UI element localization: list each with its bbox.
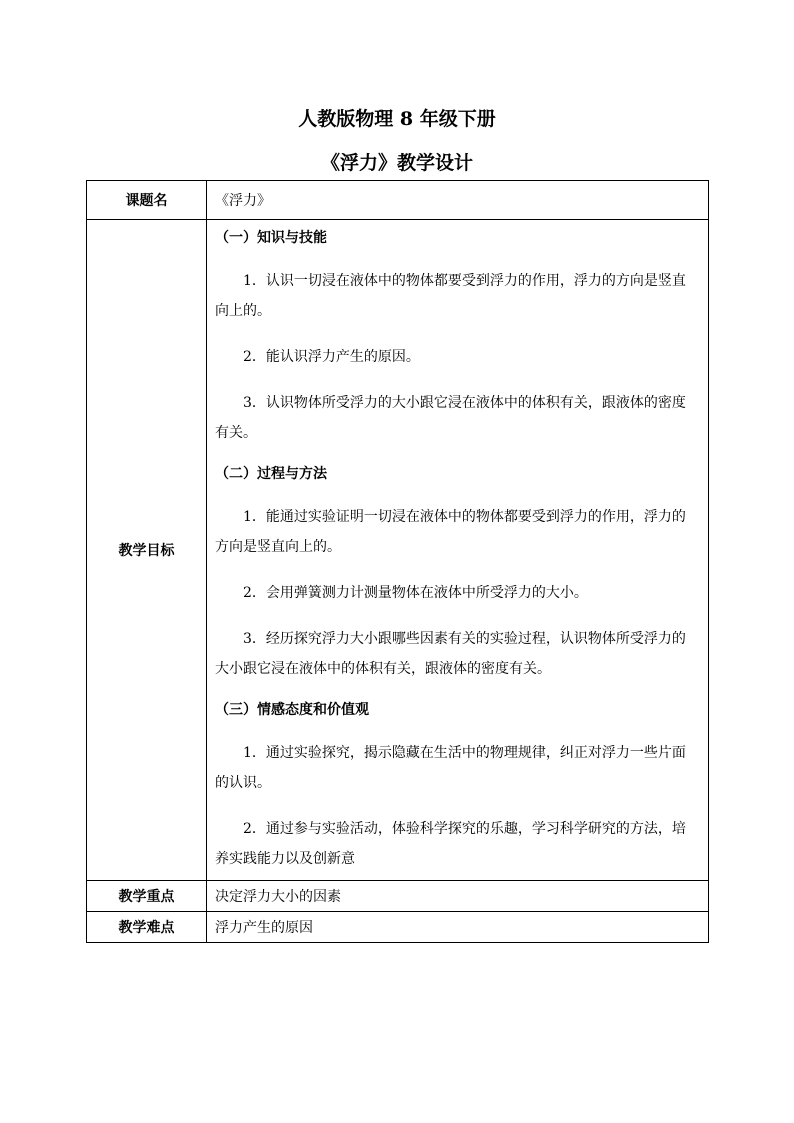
document-subtitle: 《浮力》教学设计 [320, 152, 473, 174]
objective-item: 1．能通过实验证明一切浸在液体中的物体都要受到浮力的作用，浮力的方向是竖直向上的。 [215, 509, 686, 555]
section-heading: （一）知识与技能 [215, 230, 327, 246]
key-points-value: 决定浮力大小的因素 [207, 881, 709, 912]
section-heading: （三）情感态度和价值观 [215, 702, 369, 718]
lesson-plan-table [86, 180, 709, 943]
section-emotion-values [215, 700, 696, 874]
objectives-row [87, 220, 709, 881]
topic-value: 《浮力》 [207, 181, 709, 220]
objective-item: 1．认识一切浸在液体中的物体都要受到浮力的作用，浮力的方向是竖直向上的。 [215, 273, 686, 319]
objective-item: 1．通过实验探究，揭示隐藏在生活中的物理规律，纠正对浮力一些片面的认识。 [215, 745, 686, 791]
section-process-methods [215, 464, 696, 684]
section-heading: （二）过程与方法 [215, 466, 327, 482]
objectives-content [207, 220, 709, 881]
document-title: 人教版物理 8 年级下册 [298, 108, 496, 130]
key-points-label: 教学重点 [87, 881, 207, 912]
difficulties-row [87, 912, 709, 943]
topic-label: 课题名 [87, 181, 207, 220]
difficulties-label: 教学难点 [87, 912, 207, 943]
objective-item: 3．经历探究浮力大小跟哪些因素有关的实验过程，认识物体所受浮力的大小跟它浸在液体中的体积有关，跟液体的密度有关。 [215, 631, 686, 677]
objectives-label: 教学目标 [87, 220, 207, 881]
objective-item: 2．会用弹簧测力计测量物体在液体中所受浮力的大小。 [243, 585, 588, 601]
key-points-row [87, 881, 709, 912]
difficulties-value: 浮力产生的原因 [207, 912, 709, 943]
objective-item: 3．认识物体所受浮力的大小跟它浸在液体中的体积有关，跟液体的密度有关。 [215, 395, 686, 441]
topic-row [87, 181, 709, 220]
objective-item: 2．能认识浮力产生的原因。 [243, 349, 420, 365]
section-knowledge-skills [215, 228, 696, 448]
objective-item: 2．通过参与实验活动，体验科学探究的乐趣，学习科学研究的方法，培养实践能力以及创新意 [215, 821, 686, 867]
